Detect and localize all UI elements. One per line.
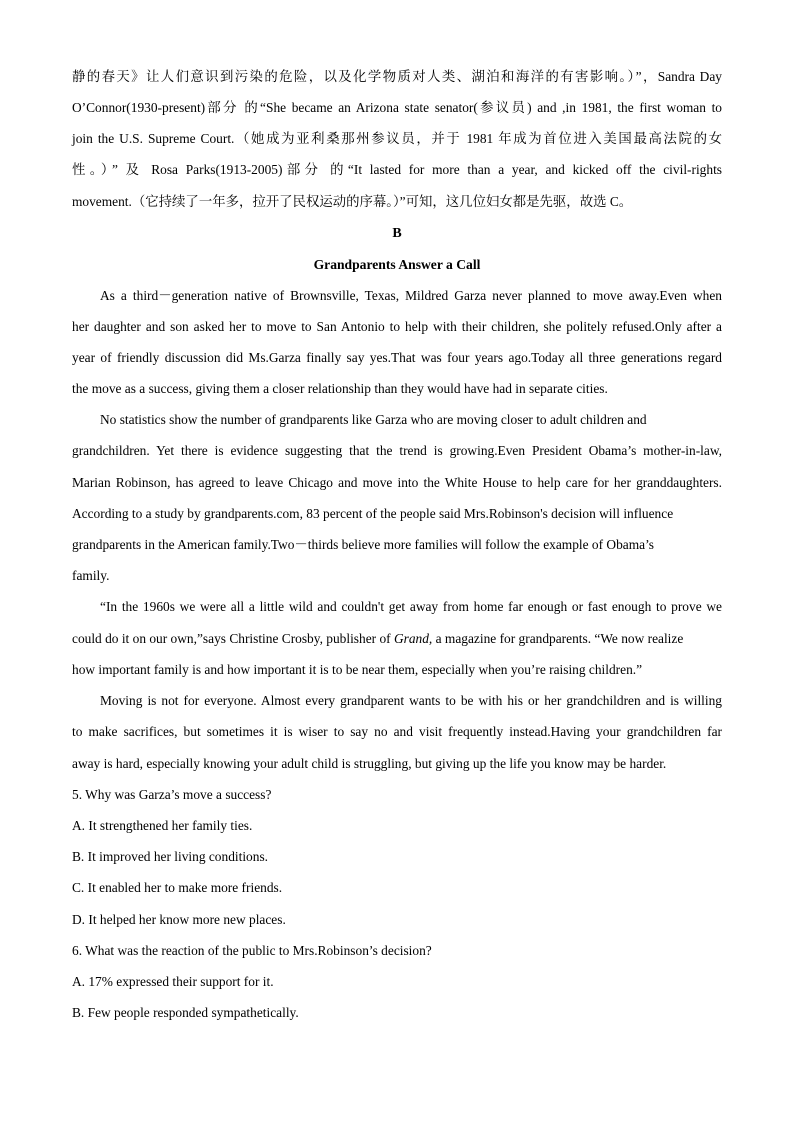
paragraph-line bbox=[72, 630, 683, 648]
paragraph-line: “In the 1960s we were all a little wild and couldn't get away from home far enough or fast enough to prove we bbox=[100, 599, 722, 614]
magazine-name: Grand, bbox=[393, 631, 433, 646]
paragraph-line: her daughter and son asked her to move to San Antonio to help with their children, she politely refused.Only after a bbox=[72, 319, 722, 334]
paragraph-line: Moving is not for everyone. Almost every grandparent wants to be with his or her grandchildren and is willing bbox=[100, 693, 722, 708]
option-b: B. It improved her living conditions. bbox=[72, 849, 269, 864]
intro-line: O’Connor(1930-present)部分 的“She became an Arizona state senator(参议员) and ,in 1981, the first woman to bbox=[72, 100, 722, 115]
paragraph-line: family. bbox=[72, 568, 110, 583]
section-letter: B bbox=[392, 226, 402, 241]
paragraph-line: grandparents in the American family.Two－thirds believe more families will follow the example of Obama’s bbox=[72, 537, 655, 552]
option-b: B. Few people responded sympathetically. bbox=[72, 1005, 299, 1020]
intro-line: movement.（它持续了一年多，拉开了民权运动的序幕。）”可知，这几位妇女都是先驱，故选 C。 bbox=[72, 194, 633, 209]
paragraph-line: grandchildren. Yet there is evidence suggesting that the trend is growing.Even President Obama’s mother-in-law, bbox=[72, 443, 722, 458]
question-text: 5. Why was Garza’s move a success? bbox=[72, 787, 272, 802]
paragraph-line: As a third－generation native of Brownsville, Texas, Mildred Garza never planned to move away.Even when bbox=[100, 288, 722, 303]
option-a: A. 17% expressed their support for it. bbox=[72, 974, 274, 989]
paragraph-line: to make sacrifices, but sometimes it is wiser to say no and visit frequently instead.Having your grandchildren far bbox=[72, 724, 722, 739]
paragraph-line: how important family is and how important it is to be near them, especially when you’re raising children.” bbox=[72, 662, 643, 677]
option-c: C. It enabled her to make more friends. bbox=[72, 880, 283, 895]
intro-line: 静的春天》让人们意识到污染的危险，以及化学物质对人类、湖泊和海洋的有害影响。）”，Sandra Day bbox=[72, 69, 722, 84]
paragraph-line: away is hard, especially knowing your adult child is struggling, but giving up the life you know may be harder. bbox=[72, 756, 667, 771]
intro-line: join the U.S. Supreme Court.（她成为亚利桑那州参议员，并于 1981 年成为首位进入美国最高法院的女 bbox=[72, 131, 722, 146]
paragraph-text: a magazine for grandparents. “We now realize bbox=[432, 631, 684, 646]
paragraph-line: Marian Robinson, has agreed to leave Chicago and move into the White House to help care for her granddaughters. bbox=[72, 475, 722, 490]
paragraph-line: the move as a success, giving them a closer relationship than they would have had in separate cities. bbox=[72, 381, 608, 396]
paragraph-text: could do it on our own,”says Christine Crosby, publisher of bbox=[72, 631, 394, 646]
option-a: A. It strengthened her family ties. bbox=[72, 818, 253, 833]
intro-line: 性。）” 及 Rosa Parks(1913-2005)部分 的“It lasted for more than a year, and kicked off the civil-rights bbox=[72, 162, 722, 177]
paragraph-line: No statistics show the number of grandparents like Garza who are moving closer to adult children and bbox=[100, 412, 647, 427]
option-d: D. It helped her know more new places. bbox=[72, 912, 286, 927]
passage-title: Grandparents Answer a Call bbox=[313, 257, 481, 272]
paragraph-line: year of friendly discussion did Ms.Garza finally say yes.That was four years ago.Today all three generations regard bbox=[72, 350, 722, 365]
question-text: 6. What was the reaction of the public to Mrs.Robinson’s decision? bbox=[72, 943, 432, 958]
paragraph-line: According to a study by grandparents.com, 83 percent of the people said Mrs.Robinson's decision will influence bbox=[72, 506, 674, 521]
